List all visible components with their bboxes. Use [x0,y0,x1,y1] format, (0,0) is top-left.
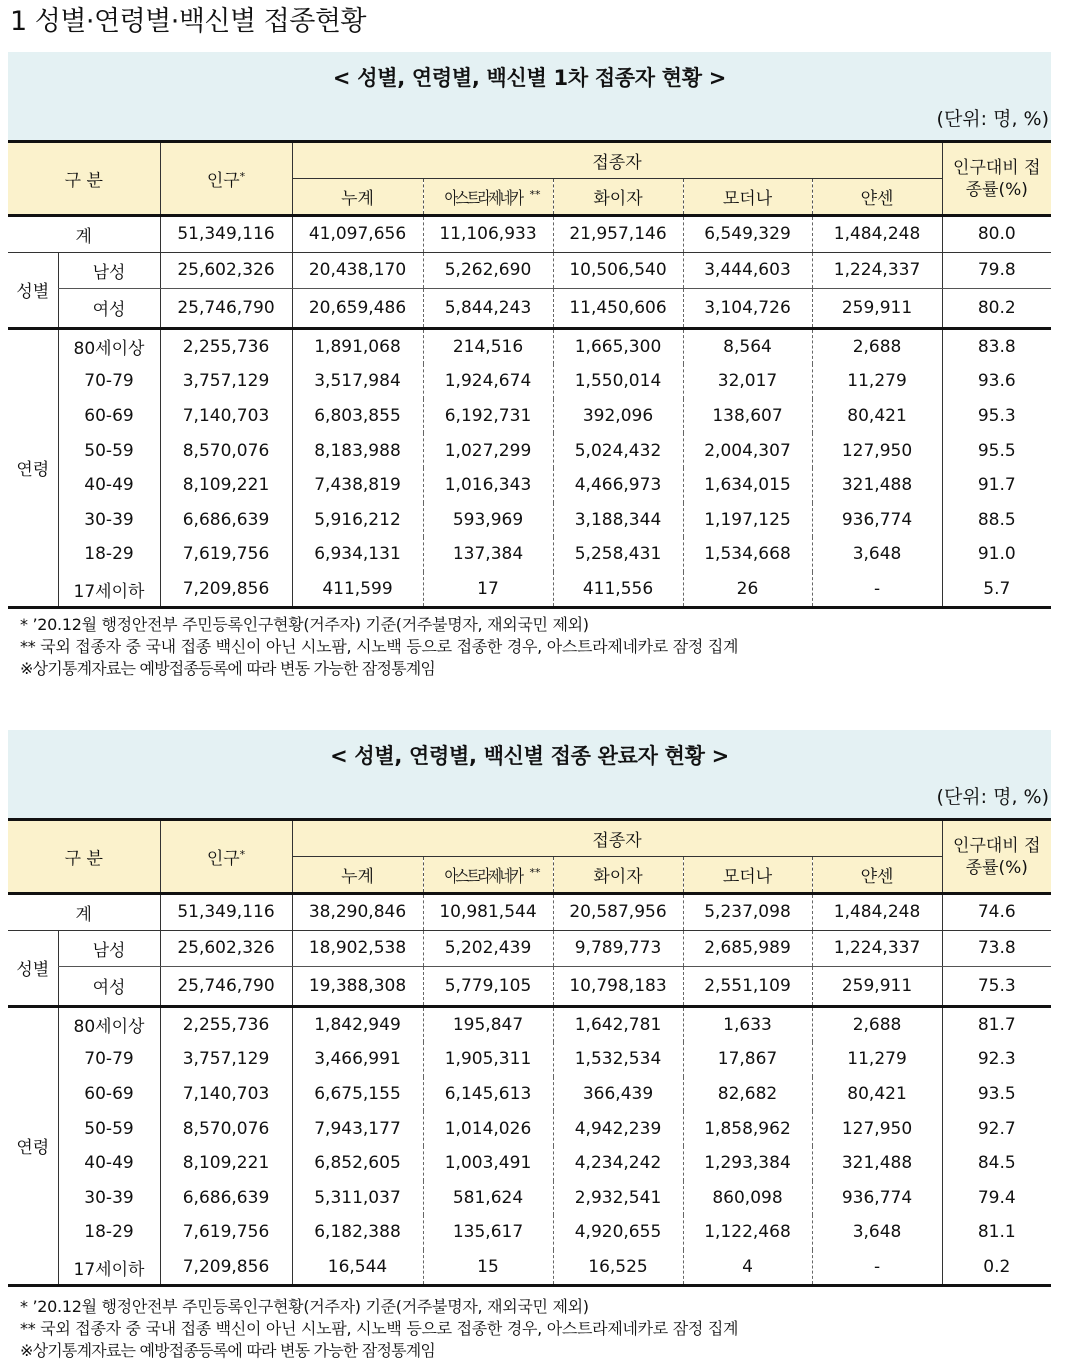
cell: 1,016,343 [423,468,553,503]
cell: 79.8 [942,252,1051,288]
header-astrazeneca: 아스트라제네카 ** [423,179,553,216]
cell: 7,209,856 [160,1250,292,1286]
cell: 411,599 [292,572,423,608]
first-dose-section [8,52,1051,609]
row-label: 40-49 [58,1146,160,1181]
table-row [8,537,1051,572]
cell: 1,634,015 [683,468,812,503]
cell: 93.6 [942,364,1051,399]
row-label: 80세이상 [58,1006,160,1042]
header-population: 인구* [160,142,292,216]
row-label: 18-29 [58,537,160,572]
cell: 1,534,668 [683,537,812,572]
cell: 1,003,491 [423,1146,553,1181]
cell: 6,675,155 [292,1077,423,1112]
cell: 127,950 [812,433,942,468]
table-row [8,966,1051,1006]
cell: 91.0 [942,537,1051,572]
header-rate: 인구대비 접 종률(%) [942,142,1051,216]
completed-section [8,730,1051,1287]
row-label: 70-79 [58,1042,160,1077]
cell: 3,757,129 [160,364,292,399]
cell: 3,444,603 [683,252,812,288]
cell: 5,844,243 [423,288,553,328]
cell: 2,255,736 [160,1006,292,1042]
cell: 95.5 [942,433,1051,468]
row-label: 18-29 [58,1215,160,1250]
cell: 3,757,129 [160,1042,292,1077]
cell: 3,466,991 [292,1042,423,1077]
cell: 88.5 [942,503,1051,538]
row-label: 여성 [58,288,160,328]
cell: 20,587,956 [553,894,683,931]
cell: 7,209,856 [160,572,292,608]
cell: 195,847 [423,1006,553,1042]
cell: - [812,572,942,608]
cell: 321,488 [812,468,942,503]
table-row [8,572,1051,608]
cell: 2,688 [812,328,942,364]
cell: 6,852,605 [292,1146,423,1181]
cell: 8,183,988 [292,433,423,468]
cell: 11,279 [812,1042,942,1077]
table-row [8,433,1051,468]
cell: 860,098 [683,1181,812,1216]
cell: 3,104,726 [683,288,812,328]
table-row [8,930,1051,966]
cell: 6,192,731 [423,399,553,434]
cell: 25,602,326 [160,252,292,288]
cell: 936,774 [812,503,942,538]
header-category: 구 분 [8,820,160,894]
row-label: 계 [8,894,160,931]
cell: 83.8 [942,328,1051,364]
cell: 75.3 [942,966,1051,1006]
cell: 6,549,329 [683,216,812,253]
cell: 7,943,177 [292,1111,423,1146]
cell: 73.8 [942,930,1051,966]
footnote: ※상기통계자료는 예방접종등록에 따라 변동 가능한 잠정통계임 [20,1341,436,1360]
cell: 19,388,308 [292,966,423,1006]
header-category: 구 분 [8,142,160,216]
cell: 411,556 [553,572,683,608]
group-label-age: 연령 [16,460,50,481]
header-pfizer: 화이자 [553,857,683,894]
cell: 2,685,989 [683,930,812,966]
cell: 5,779,105 [423,966,553,1006]
cell: 936,774 [812,1181,942,1216]
footnote: ※상기통계자료는 예방접종등록에 따라 변동 가능한 잠정통계임 [20,659,436,678]
table-row [8,1077,1051,1112]
row-label: 60-69 [58,399,160,434]
table-row [8,503,1051,538]
header-moderna: 모더나 [683,179,812,216]
cell: 3,648 [812,1215,942,1250]
row-label: 50-59 [58,1111,160,1146]
table-row [8,288,1051,328]
section-title: < 성별, 연령별, 백신별 접종 완료자 현황 > [8,730,1051,782]
cell: 92.3 [942,1042,1051,1077]
cell: 93.5 [942,1077,1051,1112]
cell: 4,234,242 [553,1146,683,1181]
cell: 8,109,221 [160,1146,292,1181]
cell: 20,438,170 [292,252,423,288]
cell: 15 [423,1250,553,1286]
cell: 18,902,538 [292,930,423,966]
cell: 80,421 [812,399,942,434]
completed-table [8,818,1051,1287]
cell: 5,311,037 [292,1181,423,1216]
footnotes [20,1296,738,1362]
footnote: * ’20.12월 행정안전부 주민등록인구현황(거주자) 기준(거주불명자, 재외국민 제외) [20,615,589,634]
cell: 5,237,098 [683,894,812,931]
cell: 1,224,337 [812,252,942,288]
cell: 51,349,116 [160,894,292,931]
group-label-age: 연령 [16,1138,50,1159]
cell: 6,803,855 [292,399,423,434]
header-population: 인구* [160,820,292,894]
row-label: 30-39 [58,503,160,538]
row-label: 여성 [58,966,160,1006]
cell: 17 [423,572,553,608]
cell: 593,969 [423,503,553,538]
cell: 4,942,239 [553,1111,683,1146]
cell: 366,439 [553,1077,683,1112]
cell: 6,182,388 [292,1215,423,1250]
cell: 6,145,613 [423,1077,553,1112]
table-row [8,364,1051,399]
row-label: 30-39 [58,1181,160,1216]
table-row-total [8,216,1051,253]
table-row [8,1111,1051,1146]
cell: 2,255,736 [160,328,292,364]
header-pfizer: 화이자 [553,179,683,216]
cell: 7,619,756 [160,537,292,572]
cell: 1,532,534 [553,1042,683,1077]
row-label: 17세이하 [58,572,160,608]
cell: 3,188,344 [553,503,683,538]
cell: 10,981,544 [423,894,553,931]
cell: 1,665,300 [553,328,683,364]
cell: 8,109,221 [160,468,292,503]
cell: 1,842,949 [292,1006,423,1042]
cell: 5,258,431 [553,537,683,572]
group-label-sex: 성별 [8,930,58,1006]
cell: 5,024,432 [553,433,683,468]
group-label-sex: 성별 [8,252,58,328]
cell: 5,916,212 [292,503,423,538]
cell: 1,633 [683,1006,812,1042]
cell: 21,957,146 [553,216,683,253]
table-row [8,1250,1051,1286]
table-row [8,1215,1051,1250]
cell: 135,617 [423,1215,553,1250]
cell: 137,384 [423,537,553,572]
cell: 38,290,846 [292,894,423,931]
cell: 82,682 [683,1077,812,1112]
header-janssen: 얀센 [812,179,942,216]
footnotes [20,614,738,680]
cell: 26 [683,572,812,608]
cell: 51,349,116 [160,216,292,253]
cell: 259,911 [812,288,942,328]
cell: 1,924,674 [423,364,553,399]
row-label: 60-69 [58,1077,160,1112]
cell: 1,122,468 [683,1215,812,1250]
page-title: 1 성별·연령별·백신별 접종현황 [10,6,366,37]
table-row [8,328,1051,364]
row-label: 남성 [58,252,160,288]
first-dose-table [8,140,1051,609]
cell: 5.7 [942,572,1051,608]
cell: 7,438,819 [292,468,423,503]
cell: 4,920,655 [553,1215,683,1250]
header-vaccinated: 접종자 [292,142,942,179]
cell: 1,905,311 [423,1042,553,1077]
cell: 259,911 [812,966,942,1006]
cell: 2,551,109 [683,966,812,1006]
cell: 20,659,486 [292,288,423,328]
cell: 74.6 [942,894,1051,931]
table-row [8,468,1051,503]
cell: 79.4 [942,1181,1051,1216]
cell: 80.2 [942,288,1051,328]
cell: 0.2 [942,1250,1051,1286]
cell: 25,746,790 [160,288,292,328]
footnote: ** 국외 접종자 중 국내 접종 백신이 아닌 시노팜, 시노백 등으로 접종한 경우, 아스트라제네카로 잠정 집계 [20,1319,739,1338]
cell: 5,202,439 [423,930,553,966]
cell: 4 [683,1250,812,1286]
cell: 3,517,984 [292,364,423,399]
cell: 2,688 [812,1006,942,1042]
cell: - [812,1250,942,1286]
cell: 95.3 [942,399,1051,434]
header-rate: 인구대비 접 종률(%) [942,820,1051,894]
cell: 1,014,026 [423,1111,553,1146]
header-moderna: 모더나 [683,857,812,894]
cell: 8,564 [683,328,812,364]
cell: 7,619,756 [160,1215,292,1250]
cell: 84.5 [942,1146,1051,1181]
cell: 1,027,299 [423,433,553,468]
cell: 1,293,384 [683,1146,812,1181]
cell: 7,140,703 [160,1077,292,1112]
table-row [8,1146,1051,1181]
row-label: 80세이상 [58,328,160,364]
cell: 8,570,076 [160,1111,292,1146]
header-astrazeneca: 아스트라제네카 ** [423,857,553,894]
unit-label: (단위: 명, %) [8,104,1051,140]
cell: 1,891,068 [292,328,423,364]
cell: 1,858,962 [683,1111,812,1146]
cell: 80.0 [942,216,1051,253]
row-label: 남성 [58,930,160,966]
table-row-total [8,894,1051,931]
cell: 1,484,248 [812,894,942,931]
cell: 1,197,125 [683,503,812,538]
cell: 127,950 [812,1111,942,1146]
cell: 11,106,933 [423,216,553,253]
cell: 10,506,540 [553,252,683,288]
table-row [8,252,1051,288]
cell: 11,279 [812,364,942,399]
cell: 6,934,131 [292,537,423,572]
row-label: 40-49 [58,468,160,503]
cell: 1,642,781 [553,1006,683,1042]
footnote: ** 국외 접종자 중 국내 접종 백신이 아닌 시노팜, 시노백 등으로 접종한 경우, 아스트라제네카로 잠정 집계 [20,637,739,656]
cell: 1,550,014 [553,364,683,399]
table-row [8,1042,1051,1077]
cell: 25,746,790 [160,966,292,1006]
cell: 41,097,656 [292,216,423,253]
cell: 16,544 [292,1250,423,1286]
cell: 5,262,690 [423,252,553,288]
cell: 81.1 [942,1215,1051,1250]
cell: 17,867 [683,1042,812,1077]
cell: 2,932,541 [553,1181,683,1216]
unit-label: (단위: 명, %) [8,782,1051,818]
cell: 81.7 [942,1006,1051,1042]
header-total: 누계 [292,179,423,216]
cell: 10,798,183 [553,966,683,1006]
row-label: 70-79 [58,364,160,399]
table-row [8,399,1051,434]
cell: 2,004,307 [683,433,812,468]
cell: 11,450,606 [553,288,683,328]
cell: 8,570,076 [160,433,292,468]
footnote: * ’20.12월 행정안전부 주민등록인구현황(거주자) 기준(거주불명자, 재외국민 제외) [20,1297,589,1316]
section-title: < 성별, 연령별, 백신별 1차 접종자 현황 > [8,52,1051,104]
cell: 92.7 [942,1111,1051,1146]
table-row [8,1006,1051,1042]
row-label: 50-59 [58,433,160,468]
cell: 25,602,326 [160,930,292,966]
header-janssen: 얀센 [812,857,942,894]
cell: 4,466,973 [553,468,683,503]
cell: 7,140,703 [160,399,292,434]
row-label: 계 [8,216,160,253]
cell: 1,224,337 [812,930,942,966]
header-total: 누계 [292,857,423,894]
cell: 16,525 [553,1250,683,1286]
cell: 581,624 [423,1181,553,1216]
cell: 32,017 [683,364,812,399]
cell: 1,484,248 [812,216,942,253]
cell: 6,686,639 [160,1181,292,1216]
row-label: 17세이하 [58,1250,160,1286]
cell: 6,686,639 [160,503,292,538]
header-vaccinated: 접종자 [292,820,942,857]
cell: 214,516 [423,328,553,364]
cell: 138,607 [683,399,812,434]
cell: 321,488 [812,1146,942,1181]
cell: 80,421 [812,1077,942,1112]
cell: 91.7 [942,468,1051,503]
cell: 3,648 [812,537,942,572]
table-row [8,1181,1051,1216]
cell: 9,789,773 [553,930,683,966]
cell: 392,096 [553,399,683,434]
